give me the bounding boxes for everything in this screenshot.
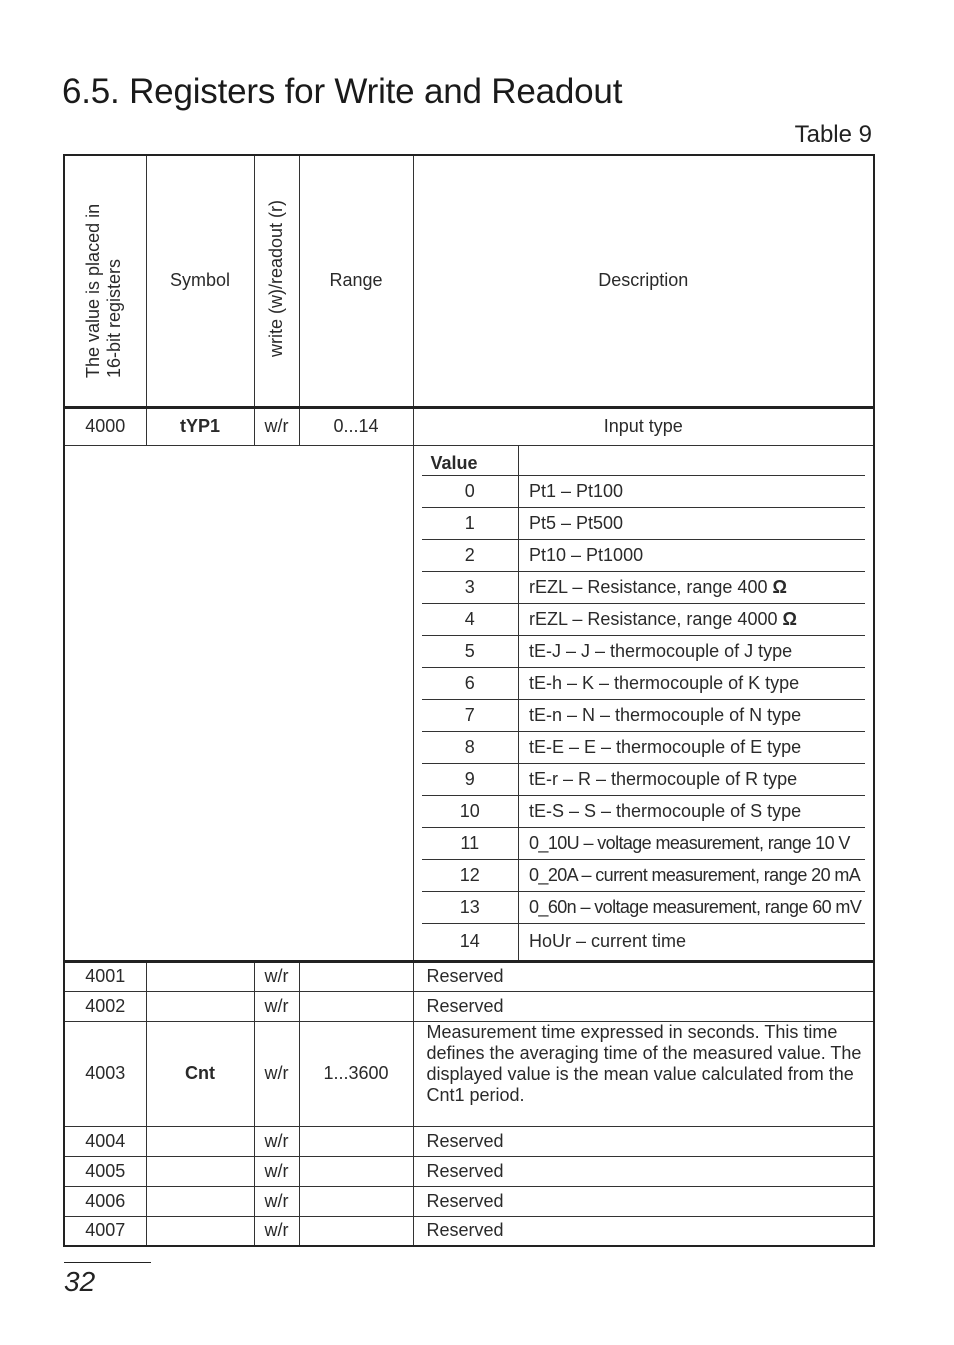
register-description: Reserved xyxy=(413,991,874,1021)
list-item xyxy=(422,828,866,860)
table-row xyxy=(64,1126,874,1156)
register-table xyxy=(63,154,875,1247)
table-row xyxy=(64,1156,874,1186)
list-item xyxy=(422,540,866,572)
register-symbol xyxy=(146,1156,254,1186)
input-type-values-table xyxy=(422,446,866,960)
register-access: w/r xyxy=(254,991,299,1021)
value-number: 0 xyxy=(422,476,519,508)
list-item xyxy=(422,508,866,540)
register-address: 4002 xyxy=(64,991,146,1021)
value-text: tE-n – N – thermocouple of N type xyxy=(519,700,866,732)
register-symbol: tYP1 xyxy=(146,407,254,445)
value-text: Pt5 – Pt500 xyxy=(519,508,866,540)
value-text: tE-J – J – thermocouple of J type xyxy=(519,636,866,668)
header-register-text: The value is placed in 16-bit registers xyxy=(83,204,125,379)
value-number: 14 xyxy=(422,924,519,960)
register-address: 4006 xyxy=(64,1186,146,1216)
register-access: w/r xyxy=(254,407,299,445)
value-text: 0_20A – current measurement, range 20 mA xyxy=(519,860,866,892)
register-description: Reserved xyxy=(413,1216,874,1246)
value-number: 12 xyxy=(422,860,519,892)
register-range: 0...14 xyxy=(299,407,413,445)
values-header: Value xyxy=(422,446,519,476)
register-access: w/r xyxy=(254,1186,299,1216)
list-item xyxy=(422,924,866,960)
register-address: 4001 xyxy=(64,961,146,991)
register-access: w/r xyxy=(254,961,299,991)
header-range: Range xyxy=(299,155,413,407)
value-text-cell xyxy=(519,604,866,636)
table-row xyxy=(64,407,874,445)
list-item xyxy=(422,668,866,700)
value-text: tE-E – E – thermocouple of E type xyxy=(519,732,866,764)
value-text: tE-r – R – thermocouple of R type xyxy=(519,764,866,796)
header-access xyxy=(254,155,299,407)
register-range xyxy=(299,991,413,1021)
register-address: 4003 xyxy=(64,1021,146,1126)
register-description: Reserved xyxy=(413,1156,874,1186)
value-number: 6 xyxy=(422,668,519,700)
header-register xyxy=(64,155,146,407)
values-header-blank xyxy=(519,446,866,476)
header-description: Description xyxy=(413,155,874,407)
value-number: 1 xyxy=(422,508,519,540)
input-type-values-cell xyxy=(413,445,874,961)
register-range: 1...3600 xyxy=(299,1021,413,1126)
value-text: Pt10 – Pt1000 xyxy=(519,540,866,572)
register-symbol: Cnt xyxy=(146,1021,254,1126)
table-row xyxy=(64,1186,874,1216)
register-description: Reserved xyxy=(413,961,874,991)
value-number: 8 xyxy=(422,732,519,764)
list-item xyxy=(422,732,866,764)
value-number: 13 xyxy=(422,892,519,924)
value-text: rEZL – Resistance, range 400 xyxy=(529,577,773,597)
page-number-rule xyxy=(64,1262,151,1263)
register-description: Input type xyxy=(413,407,874,445)
value-text: tE-S – S – thermocouple of S type xyxy=(519,796,866,828)
list-item xyxy=(422,764,866,796)
table-label: Table 9 xyxy=(794,121,872,148)
table-row xyxy=(64,1216,874,1246)
register-description: Reserved xyxy=(413,1126,874,1156)
register-access: w/r xyxy=(254,1126,299,1156)
list-item xyxy=(422,476,866,508)
register-range xyxy=(299,1156,413,1186)
ohm-symbol: Ω xyxy=(782,609,797,629)
value-number: 11 xyxy=(422,828,519,860)
register-address: 4007 xyxy=(64,1216,146,1246)
value-text: 0_10U – voltage measurement, range 10 V xyxy=(519,828,866,860)
list-item xyxy=(422,604,866,636)
ohm-symbol: Ω xyxy=(772,577,787,597)
register-address: 4005 xyxy=(64,1156,146,1186)
list-item xyxy=(422,796,866,828)
value-number: 10 xyxy=(422,796,519,828)
values-header-row xyxy=(422,446,866,476)
page-number: 32 xyxy=(64,1266,96,1297)
value-number: 4 xyxy=(422,604,519,636)
register-access: w/r xyxy=(254,1156,299,1186)
register-description: Measurement time expressed in seconds. This time defines the averaging time of the measured value. The displayed value is the mean value calculated from the Cnt1 period. xyxy=(413,1021,874,1126)
register-address: 4004 xyxy=(64,1126,146,1156)
value-text: rEZL – Resistance, range 4000 xyxy=(529,609,783,629)
register-symbol xyxy=(146,961,254,991)
value-text-cell xyxy=(519,572,866,604)
value-number: 5 xyxy=(422,636,519,668)
header-symbol: Symbol xyxy=(146,155,254,407)
header-access-text: write (w)/readout (r) xyxy=(266,199,286,357)
register-range xyxy=(299,961,413,991)
register-symbol xyxy=(146,991,254,1021)
register-range xyxy=(299,1126,413,1156)
value-text: tE-h – K – thermocouple of K type xyxy=(519,668,866,700)
register-description: Reserved xyxy=(413,1186,874,1216)
register-access: w/r xyxy=(254,1216,299,1246)
list-item xyxy=(422,636,866,668)
register-access: w/r xyxy=(254,1021,299,1126)
table-row xyxy=(64,1021,874,1126)
register-range xyxy=(299,1216,413,1246)
list-item xyxy=(422,572,866,604)
register-symbol xyxy=(146,1216,254,1246)
table-row xyxy=(64,961,874,991)
register-address: 4000 xyxy=(64,407,146,445)
register-range xyxy=(299,1186,413,1216)
value-text: 0_60n – voltage measurement, range 60 mV xyxy=(519,892,866,924)
register-symbol xyxy=(146,1186,254,1216)
list-item xyxy=(422,892,866,924)
value-number: 2 xyxy=(422,540,519,572)
value-number: 7 xyxy=(422,700,519,732)
value-text: HoUr – current time xyxy=(519,924,866,960)
table-row xyxy=(64,991,874,1021)
input-type-values-row xyxy=(64,445,874,961)
list-item xyxy=(422,860,866,892)
list-item xyxy=(422,700,866,732)
value-text: Pt1 – Pt100 xyxy=(519,476,866,508)
value-number: 9 xyxy=(422,764,519,796)
table-header-row xyxy=(64,155,874,407)
value-number: 3 xyxy=(422,572,519,604)
register-symbol xyxy=(146,1126,254,1156)
page-title: 6.5. Registers for Write and Readout xyxy=(62,72,623,111)
blank-cell xyxy=(64,445,413,961)
